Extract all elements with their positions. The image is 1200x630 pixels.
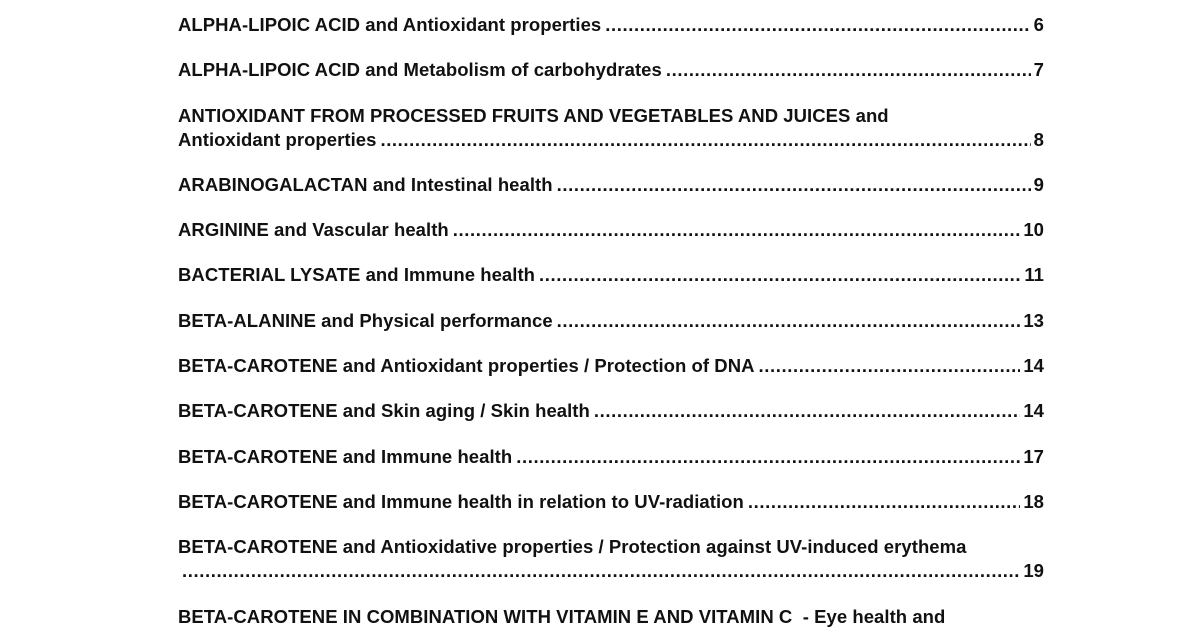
toc-entry-title-line1: ANTIOXIDANT FROM PROCESSED FRUITS AND VEGETABLES AND JUICES and [178,104,889,126]
toc-entry[interactable] [178,605,1044,629]
toc-entry-title: BETA-CAROTENE and Immune health in relation to UV-radiation [178,490,744,512]
toc-entry-title: BETA-CAROTENE and Skin aging / Skin health [178,400,590,422]
toc-entry-page: 11 [1024,264,1044,286]
toc-leader-dots [380,128,1030,152]
toc-entry-title: BACTERIAL LYSATE and Immune health [178,264,536,286]
toc-entry[interactable] [178,173,1044,197]
toc-leader-dots [748,490,1020,514]
toc-leader-dots [594,399,1020,423]
toc-entry-title: ARABINOGALACTAN and Intestinal health [178,173,553,195]
toc-entry[interactable] [178,13,1044,37]
toc-entry-page: 14 [1023,400,1044,422]
toc-entry-page: 9 [1033,173,1044,195]
toc-leader-dots [605,13,1030,37]
toc-entry[interactable] [178,399,1044,423]
toc-entry[interactable] [178,104,1044,152]
toc-entry-page: 17 [1023,445,1044,467]
toc-leader-dots [182,559,1020,583]
toc-leader-dots [759,354,1021,378]
toc-entry-title-line1: BETA-CAROTENE and Antioxidative properties / Protection against UV-induced erythema [178,536,967,558]
toc-entry[interactable] [178,58,1044,82]
toc-entry[interactable] [178,309,1044,333]
toc-entry-title-line1: BETA-CAROTENE IN COMBINATION WITH VITAMIN E AND VITAMIN C - Eye health and [178,605,946,627]
toc-entry-title-line2: Antioxidant properties [178,128,377,150]
toc-leader-dots [539,263,1021,287]
toc-leader-dots [557,173,1031,197]
toc-entry-title: ARGININE and Vascular health [178,219,449,241]
toc-entry[interactable] [178,490,1044,514]
toc-entry-title: BETA-CAROTENE and Antioxidant properties / Protection of DNA [178,355,755,377]
toc-entry[interactable] [178,535,1044,583]
toc-leader-dots [666,58,1031,82]
toc-entry-page: 7 [1033,59,1044,81]
toc-entry-title: BETA-CAROTENE and Immune health [178,445,513,467]
toc-entry[interactable] [178,445,1044,469]
table-of-contents [178,13,1044,630]
toc-entry-page: 18 [1023,490,1044,512]
toc-leader-dots [453,218,1021,242]
toc-entry-page: 14 [1023,355,1044,377]
toc-entry-page: 6 [1033,14,1044,35]
toc-entry-page: 8 [1033,128,1044,150]
toc-entry-title: BETA-ALANINE and Physical performance [178,309,553,331]
toc-entry-page: 19 [1023,560,1044,582]
toc-leader-dots [516,445,1020,469]
toc-entry-title: ALPHA-LIPOIC ACID and Metabolism of carbohydrates [178,59,662,81]
toc-entry-page: 13 [1023,309,1044,331]
toc-entry[interactable] [178,263,1044,287]
toc-entry-page: 10 [1023,219,1044,241]
toc-leader-dots [557,309,1021,333]
toc-entry[interactable] [178,354,1044,378]
toc-entry[interactable] [178,218,1044,242]
toc-entry-title: ALPHA-LIPOIC ACID and Antioxidant properties [178,14,602,35]
